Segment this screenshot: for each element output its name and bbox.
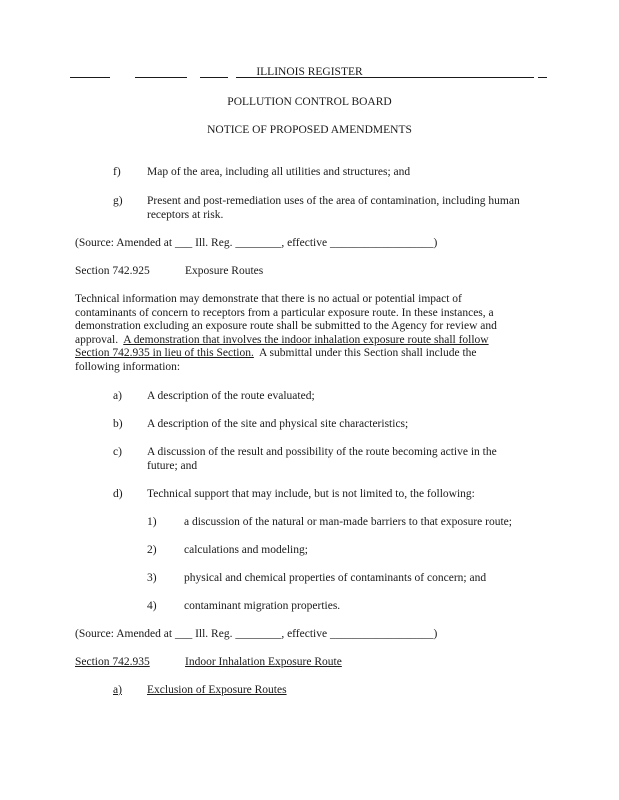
register-title: ILLINOIS REGISTER: [256, 66, 363, 78]
list-item: Technical support that may include, but is not limited to, the following:: [147, 488, 475, 500]
board-name: POLLUTION CONTROL BOARD: [227, 96, 392, 108]
list-item: Present and post-remediation uses of the area of contamination, including human: [147, 195, 520, 207]
section-paragraph: [75, 293, 545, 375]
paragraph-text: A submittal under this Section shall include the: [259, 347, 477, 360]
section-title: Indoor Inhalation Exposure Route: [185, 656, 342, 668]
source-note: (Source: Amended at ___ Ill. Reg. ________, effective __________________): [75, 628, 438, 640]
list-marker: 2): [147, 544, 157, 556]
paragraph-line: Technical information may demonstrate that there is no actual or potential impact of: [75, 293, 462, 305]
list-item: A discussion of the result and possibility of the route becoming active in the: [147, 446, 497, 458]
inserted-text: A demonstration that involves the indoor inhalation exposure route shall follow: [123, 333, 489, 346]
list-item: Map of the area, including all utilities and structures; and: [147, 166, 411, 178]
list-item-continued: future; and: [147, 460, 198, 472]
list-marker: g): [113, 195, 123, 207]
list-marker: d): [113, 488, 123, 500]
paragraph-line: following information:: [75, 360, 181, 373]
list-item-continued: receptors at risk.: [147, 209, 224, 221]
paragraph-line: demonstration excluding an exposure route shall be submitted to the Agency for review and: [75, 320, 497, 333]
paragraph-line: [75, 347, 545, 361]
inserted-text: Section 742.935 in lieu of this Section.: [75, 347, 254, 360]
list-item: a discussion of the natural or man-made barriers to that exposure route;: [184, 516, 512, 528]
list-marker: f): [113, 166, 121, 178]
list-item: A description of the site and physical site characteristics;: [147, 418, 409, 430]
list-item: calculations and modeling;: [184, 544, 308, 556]
list-marker: 4): [147, 600, 157, 612]
paragraph-text: approval.: [75, 333, 119, 346]
paragraph-line: [75, 334, 545, 348]
notice-title: NOTICE OF PROPOSED AMENDMENTS: [207, 124, 412, 136]
list-marker: 1): [147, 516, 157, 528]
paragraph-line: contaminants of concern to receptors from a particular exposure route. In these instances, a: [75, 306, 494, 319]
section-title: Exposure Routes: [185, 265, 264, 277]
list-marker: 3): [147, 572, 157, 584]
subsection-marker: a): [113, 684, 122, 696]
list-marker: b): [113, 418, 123, 430]
section-number: Section 742.925: [75, 265, 150, 277]
source-note: (Source: Amended at ___ Ill. Reg. ________, effective __________________): [75, 237, 438, 249]
list-item: A description of the route evaluated;: [147, 390, 315, 402]
section-number: Section 742.935: [75, 656, 150, 668]
subsection-title: Exclusion of Exposure Routes: [147, 684, 287, 696]
list-item: contaminant migration properties.: [184, 600, 341, 612]
list-item: physical and chemical properties of contaminants of concern; and: [184, 572, 487, 584]
list-marker: c): [113, 446, 122, 458]
list-marker: a): [113, 390, 122, 402]
